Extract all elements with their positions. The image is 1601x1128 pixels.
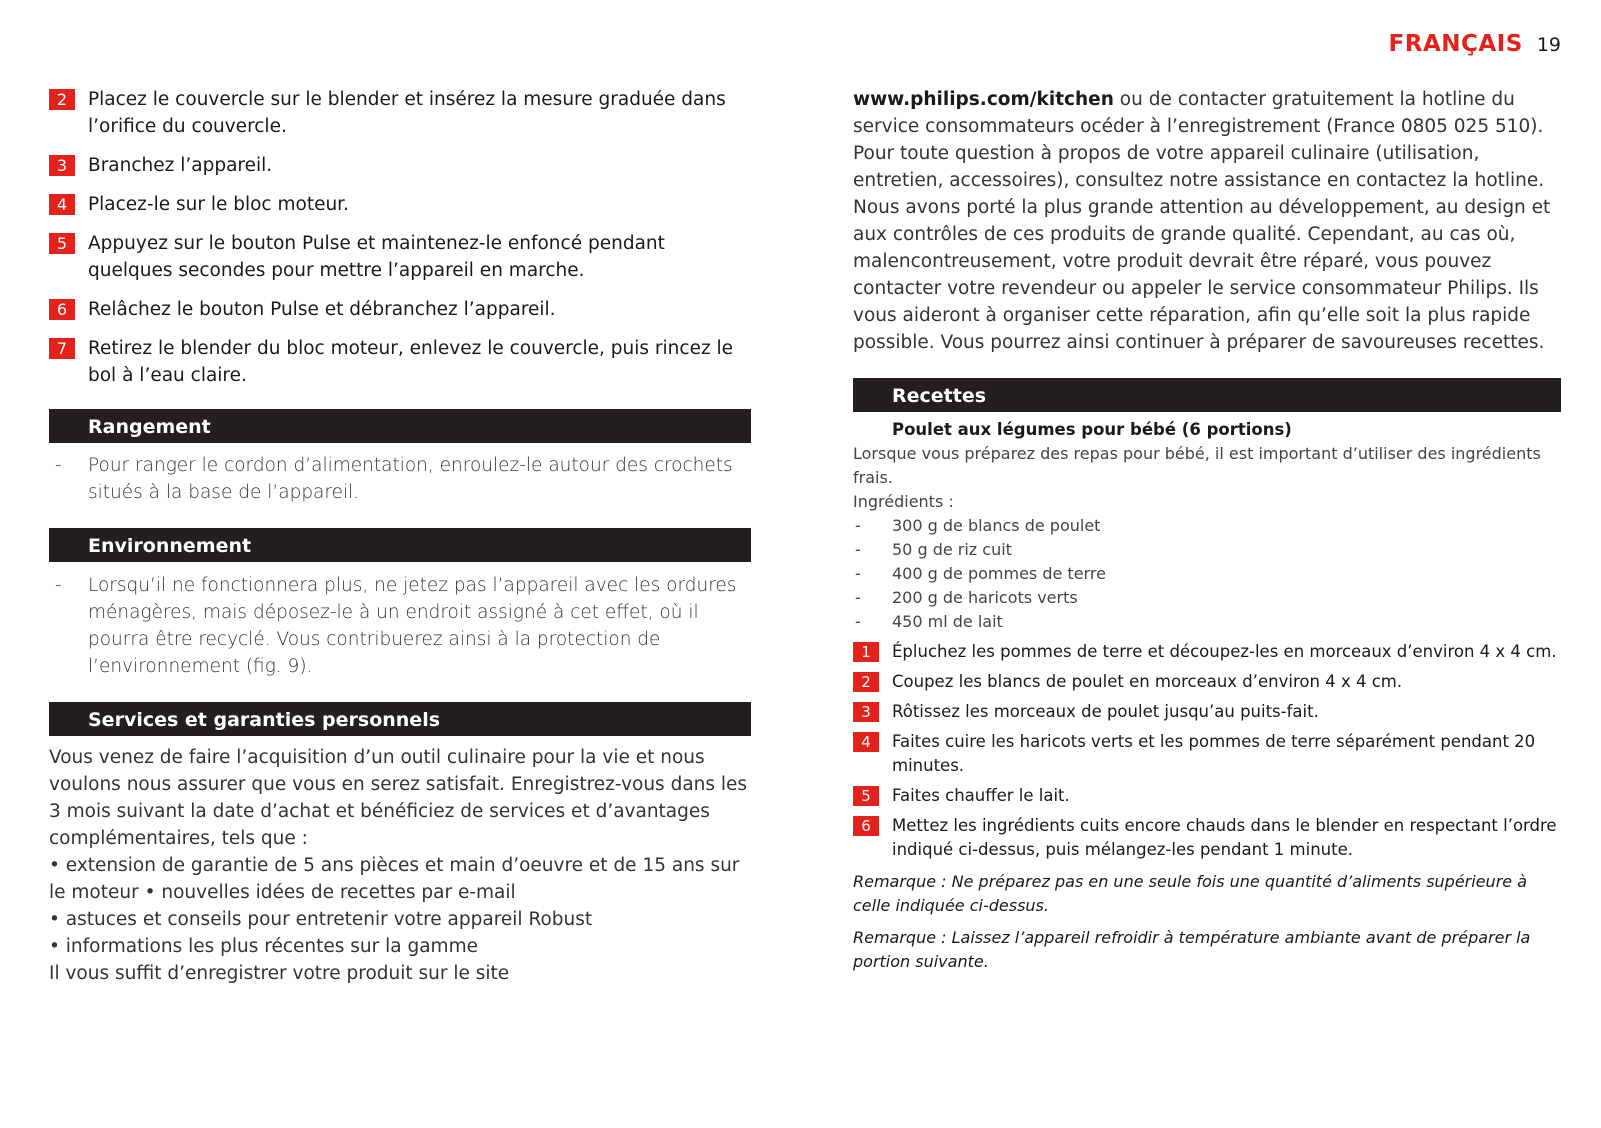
recipe-step-4 [853,730,1561,778]
services-body [49,744,751,987]
step-number: 1 [853,642,879,662]
step-number: 3 [853,702,879,722]
step-6 [49,296,751,323]
services-outro: Il vous suffit d’enregistrer votre produit sur le site [49,963,510,984]
step-7 [49,335,751,389]
step-number: 5 [853,786,879,806]
step-2 [49,86,751,140]
step-number: 6 [49,299,75,320]
ingredient-text: 200 g de haricots verts [892,588,1078,607]
recipe-steps [853,640,1561,862]
left-column [49,86,751,987]
recipe-step-3 [853,700,1561,724]
environnement-text: Lorsqu’il ne fonctionnera plus, ne jetez pas l’appareil avec les ordures ménagères, mais déposez-le à un endroit assigné à cet effet, où il pourra être recyclé. Vous contribuerez ainsi à la protection de l’environnement (fig. 9). [88,575,737,677]
section-header-recettes: Recettes [853,378,1561,412]
step-3 [49,152,751,179]
dash-bullet: - [55,575,62,596]
philips-link[interactable]: www.philips.com/kitchen [853,89,1114,110]
step-4 [49,191,751,218]
language-label: FRANÇAIS [1388,31,1523,57]
dash-bullet: - [855,612,861,631]
step-text: Faites cuire les haricots verts et les pommes de terre séparément pendant 20 minutes. [892,732,1536,775]
dash-bullet: - [855,588,861,607]
right-column [853,86,1561,974]
step-number: 7 [49,338,75,359]
services-intro: Vous venez de faire l’acquisition d’un outil culinaire pour la vie et nous voulons nous assurer que vous en serez satisfait. Enregistrez-vous dans les 3 mois suivant la date d’achat et bénéficiez de services et d’avantages complémentaires, tels que : [49,747,748,849]
step-number: 4 [853,732,879,752]
step-text: Mettez les ingrédients cuits encore chauds dans le blender en respectant l’ordre indiqué ci-dessus, puis mélangez-les pendant 1 minute. [892,816,1557,859]
step-number: 2 [49,89,75,110]
step-text: Rôtissez les morceaux de poulet jusqu’au puits-fait. [892,702,1319,721]
environnement-item [49,572,751,680]
step-text: Relâchez le bouton Pulse et débranchez l’appareil. [88,299,556,320]
services-bullet-2: • astuces et conseils pour entretenir votre appareil Robust [49,909,593,930]
page-number: 19 [1536,34,1561,56]
ingredient-text: 400 g de pommes de terre [892,564,1106,583]
recipe-step-2 [853,670,1561,694]
step-text: Faites chauffer le lait. [892,786,1070,805]
ingredient-item [853,610,1561,634]
dash-bullet: - [855,540,861,559]
recipe-intro: Lorsque vous préparez des repas pour bébé, il est important d’utiliser des ingrédients frais. [853,444,1541,487]
step-number: 4 [49,194,75,215]
ingredient-item [853,586,1561,610]
step-text: Appuyez sur le bouton Pulse et maintenez-le enfoncé pendant quelques secondes pour mettre l’appareil en marche. [88,233,665,281]
section-header-rangement: Rangement [49,409,751,443]
step-number: 6 [853,816,879,836]
step-text: Branchez l’appareil. [88,155,273,176]
dash-bullet: - [855,516,861,535]
page-header [1389,31,1561,61]
dash-bullet: - [855,564,861,583]
ingredient-item [853,538,1561,562]
ingredient-item [853,514,1561,538]
services-bullet-1: • extension de garantie de 5 ans pièces et main d’oeuvre et de 15 ans sur le moteur • nouvelles idées de recettes par e-mail [49,855,740,903]
note-2: Remarque : Laissez l’appareil refroidir à température ambiante avant de préparer la portion suivante. [853,928,1531,971]
step-text: Épluchez les pommes de terre et découpez-les en morceaux d’environ 4 x 4 cm. [892,642,1557,661]
section-header-environnement: Environnement [49,528,751,562]
step-number: 5 [49,233,75,254]
recipe-step-5 [853,784,1561,808]
rangement-text: Pour ranger le cordon d’alimentation, enroulez-le autour des crochets situés à la base de l’appareil. [88,455,733,503]
ingredient-item [853,562,1561,586]
dash-bullet: - [55,455,62,476]
ingredient-text: 50 g de riz cuit [892,540,1012,559]
ingredient-text: 450 ml de lait [892,612,1003,631]
note-1: Remarque : Ne préparez pas en une seule fois une quantité d’aliments supérieure à celle indiquée ci-dessus. [853,872,1527,915]
services-continued-text: ou de contacter gratuitement la hotline du service consommateurs océder à l’enregistrement (France 0805 025 510). Pour toute question à propos de votre appareil culinaire (utilisation, entretien, accessoires), consultez notre assistance en contactez la hotline. Nous avons porté la plus grande attention au développement, au design et aux contrôles de ces produits de grande qualité. Cependant, au cas où, malencontreusement, votre produit devrait être réparé, vous pouvez contacter votre revendeur ou appeler le service consommateur Philips. Ils vous aideront à organiser cette réparation, afin qu’elle soit la plus rapide possible. Vous pourrez ainsi continuer à préparer de savoureuses recettes. [853,89,1551,353]
services-bullet-3: • informations les plus récentes sur la gamme [49,936,478,957]
step-text: Placez-le sur le bloc moteur. [88,194,349,215]
recipe-title: Poulet aux légumes pour bébé (6 portions) [892,420,1292,439]
recipe-step-6 [853,814,1561,862]
step-number: 3 [49,155,75,176]
ingredients-label: Ingrédients : [853,492,954,511]
step-text: Coupez les blancs de poulet en morceaux d’environ 4 x 4 cm. [892,672,1403,691]
step-text: Placez le couvercle sur le blender et insérez la mesure graduée dans l’orifice du couvercle. [88,89,726,137]
services-continued [853,86,1561,356]
section-header-services: Services et garanties personnels [49,702,751,736]
ingredients-list [853,514,1561,634]
step-5 [49,230,751,284]
step-text: Retirez le blender du bloc moteur, enlevez le couvercle, puis rincez le bol à l’eau claire. [88,338,734,386]
step-number: 2 [853,672,879,692]
ingredient-text: 300 g de blancs de poulet [892,516,1101,535]
recipe-step-1 [853,640,1561,664]
rangement-item [49,452,751,506]
